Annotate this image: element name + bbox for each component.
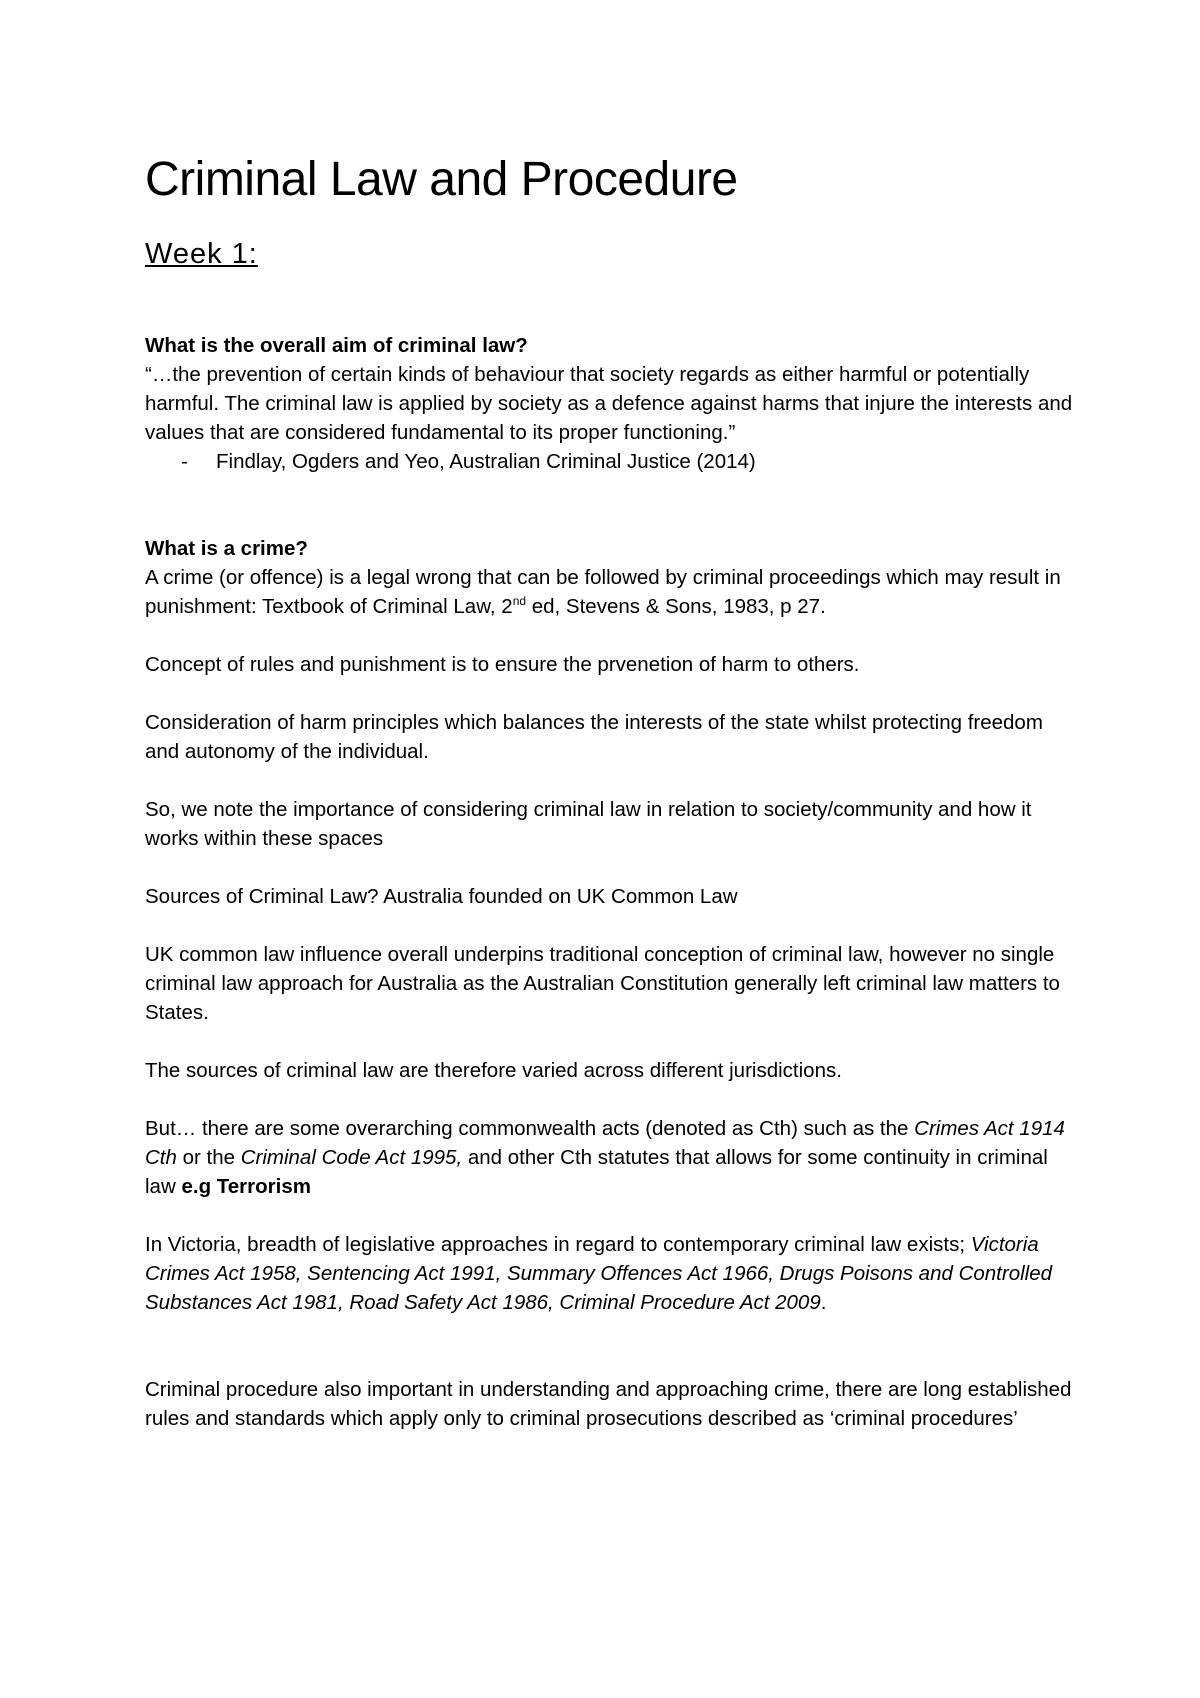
- paragraph-varied-sources: The sources of criminal law are therefore varied across different jurisdictions.: [145, 1059, 842, 1082]
- victoria-text: In Victoria, breadth of legislative approaches in regard to contemporary criminal law exists;: [145, 1233, 971, 1256]
- quote-paragraph: “…the prevention of certain kinds of behaviour that society regards as either harmful or potentially harmful. The criminal law is applied by society as a defence against harms that injure the interests and values that are considered fundamental to its proper functioning.”: [145, 363, 1073, 444]
- crime-definition-text: A crime (or offence) is a legal wrong that can be followed by criminal proceedings which may result in punishment: Textbook of Criminal Law, 2: [145, 566, 1061, 618]
- paragraph-harm-principles: Consideration of harm principles which balances the interests of the state whilst protecting freedom and autonomy of the individual.: [145, 711, 1043, 763]
- cth-terrorism-example: e.g Terrorism: [181, 1175, 311, 1198]
- citation-bullet: [145, 447, 1075, 476]
- cth-text-1: But… there are some overarching commonwealth acts (denoted as Cth) such as the: [145, 1117, 915, 1140]
- week-heading: Week 1:: [145, 238, 258, 270]
- cth-text-2: or the: [176, 1146, 241, 1169]
- ordinal-superscript: nd: [512, 594, 527, 609]
- citation-text: Findlay, Ogders and Yeo, Australian Criminal Justice (2014): [216, 450, 756, 473]
- crime-definition-tail: ed, Stevens & Sons, 1983, p 27.: [526, 595, 826, 618]
- paragraph-criminal-procedure: Criminal procedure also important in understanding and approaching crime, there are long established rules and standards which apply only to criminal prosecutions described as ‘criminal procedures’: [145, 1378, 1072, 1430]
- paragraph-sources: Sources of Criminal Law? Australia founded on UK Common Law: [145, 885, 738, 908]
- paragraph-society: So, we note the importance of considering criminal law in relation to society/community and how it works within these spaces: [145, 798, 1032, 850]
- document-title: Criminal Law and Procedure: [145, 153, 738, 206]
- paragraph-uk-common-law: UK common law influence overall underpins traditional conception of criminal law, however no single criminal law approach for Australia as the Australian Constitution generally left criminal law matters to States.: [145, 943, 1060, 1024]
- cth-text-3: and other Cth statutes that allows for some continuity in criminal law: [145, 1146, 1048, 1198]
- paragraph-victoria: [145, 1230, 1075, 1317]
- paragraph-rules: Concept of rules and punishment is to ensure the prvenetion of harm to others.: [145, 653, 860, 676]
- cth-crimes-act: Crimes Act 1914 Cth: [145, 1117, 1065, 1169]
- question-what-is-crime: What is a crime?: [145, 537, 308, 560]
- crime-definition: [145, 563, 1075, 621]
- victoria-acts-list: Victoria Crimes Act 1958, Sentencing Act 1991, Summary Offences Act 1966, Drugs Poisons and Controlled Substances Act 1981, Road Safety Act 1986, Criminal Procedure Act 2009: [145, 1233, 1053, 1314]
- question-criminal-law-aim: What is the overall aim of criminal law?: [145, 334, 528, 357]
- paragraph-commonwealth-acts: [145, 1114, 1075, 1201]
- victoria-period: .: [820, 1291, 827, 1314]
- document-body: [145, 150, 1075, 1433]
- bullet-dash: -: [181, 450, 188, 473]
- cth-criminal-code-act: Criminal Code Act 1995,: [240, 1146, 463, 1169]
